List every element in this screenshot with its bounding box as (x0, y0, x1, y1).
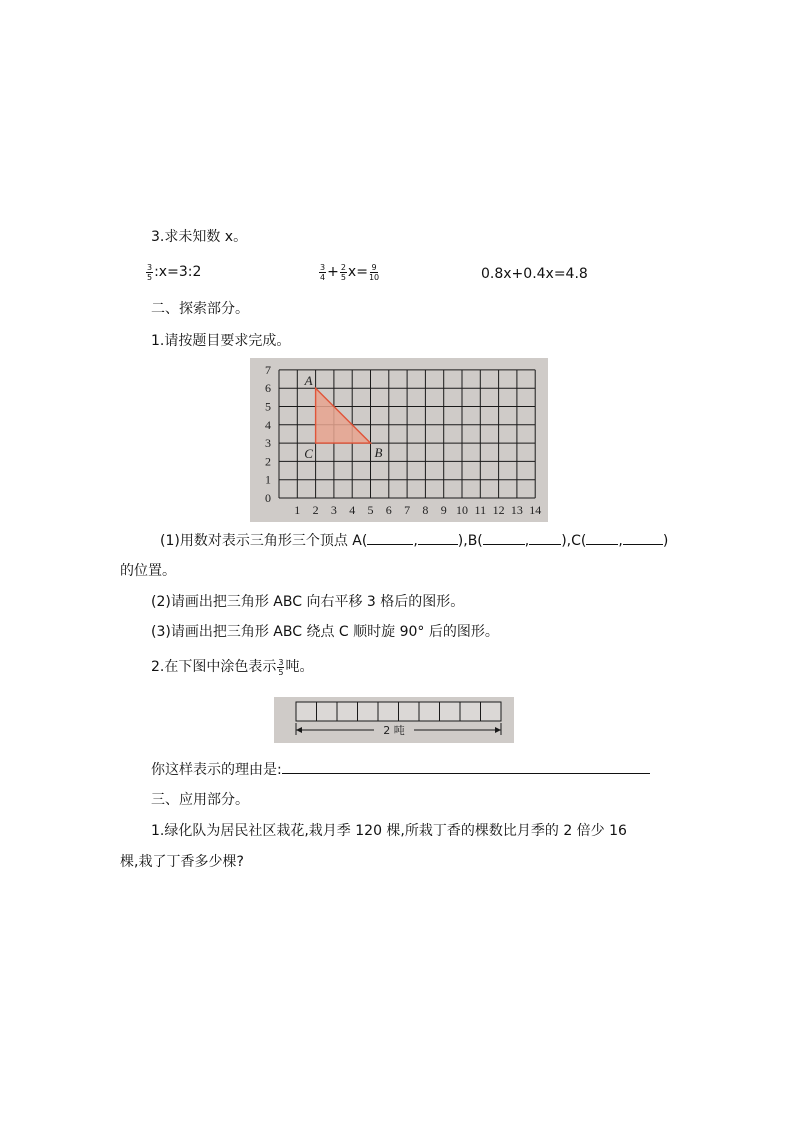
y-tick-label: 0 (265, 491, 271, 505)
triangle-abc (316, 388, 371, 443)
application-1-line1: 1.绿化队为居民社区栽花,栽月季 120 棵,所栽丁香的棵数比月季的 2 倍少 16 (151, 823, 627, 839)
equation-3: 0.8x+0.4x=4.8 (481, 266, 588, 282)
x-tick-label: 10 (456, 503, 468, 517)
sub-question-3: (3)请画出把三角形 ABC 绕点 C 顺时旋 90° 后的图形。 (151, 624, 499, 640)
x-tick-label: 4 (349, 503, 356, 517)
grid-figure (250, 358, 548, 522)
x-tick-label: 8 (422, 503, 429, 517)
answer-blank-b-x[interactable] (483, 530, 525, 545)
answer-blank-b-y[interactable] (529, 530, 561, 545)
equation-1: $\frac{3}{5}$ :x=3:2 (147, 262, 202, 282)
x-tick-label: 12 (492, 503, 505, 517)
x-tick-label: 11 (474, 503, 487, 517)
x-tick-label: 1 (294, 503, 301, 517)
section-3-title: 三、应用部分。 (151, 792, 249, 808)
bar-cell (296, 702, 317, 721)
x-tick-label: 9 (440, 503, 447, 517)
fraction: $\frac{9}{10}$ (368, 262, 380, 282)
x-tick-label: 6 (385, 503, 392, 517)
y-tick-label: 2 (265, 454, 271, 469)
sub-question-1-line2: 的位置。 (120, 563, 176, 579)
answer-blank-a-x[interactable] (367, 530, 413, 545)
bar-cell (378, 702, 399, 721)
reason-prompt: 你这样表示的理由是: (151, 759, 650, 780)
q1-prompt: 1.请按题目要求完成。 (151, 333, 291, 349)
section-2-title: 二、探索部分。 (151, 301, 249, 317)
sub-question-1: (1)用数对表示三角形三个顶点 A( , ),B( , ),C( , ) (160, 530, 668, 551)
application-1-line2: 棵,栽了丁香多少棵? (120, 854, 244, 870)
vertex-label-b: B (374, 445, 383, 461)
y-tick-label: 4 (265, 417, 271, 432)
bar-cell (481, 702, 502, 721)
q2-prompt: 2.在下图中涂色表示 $\frac{3}{5}$ 吨。 (151, 657, 314, 677)
x-tick-label: 14 (529, 503, 542, 517)
bar-cell (337, 702, 358, 721)
y-tick-label: 6 (265, 381, 271, 396)
y-tick-label: 1 (265, 472, 271, 487)
fraction: $\frac{3}{5}$ (147, 262, 153, 282)
y-tick-label: 7 (265, 362, 271, 377)
answer-blank-c-y[interactable] (623, 530, 663, 545)
x-tick-label: 3 (330, 503, 337, 517)
fraction: $\frac{3}{5}$ (278, 657, 284, 677)
bar-cell (399, 702, 420, 721)
x-tick-label: 2 (312, 503, 319, 517)
sub-question-2: (2)请画出把三角形 ABC 向右平移 3 格后的图形。 (151, 594, 465, 610)
coordinate-grid (250, 358, 548, 522)
reason-answer-line[interactable] (282, 759, 650, 774)
bar-diagram (274, 697, 514, 743)
x-tick-label: 13 (510, 503, 523, 517)
bar-cell (440, 702, 461, 721)
y-tick-label: 5 (265, 399, 271, 414)
fraction: $\frac{2}{5}$ (340, 262, 346, 282)
fraction: $\frac{3}{4}$ (320, 262, 326, 282)
x-tick-label: 5 (367, 503, 374, 517)
answer-blank-c-x[interactable] (586, 530, 618, 545)
answer-blank-a-y[interactable] (418, 530, 458, 545)
q3-title: 3.求未知数 x。 (151, 229, 248, 245)
bar-total-label: 2 吨 (383, 724, 405, 737)
vertex-label-a: A (304, 373, 313, 389)
vertex-label-c: C (304, 446, 313, 462)
x-tick-label: 7 (404, 503, 411, 517)
bar-cell (358, 702, 379, 721)
bar-cell (317, 702, 338, 721)
bar-cell (460, 702, 481, 721)
y-tick-label: 3 (265, 436, 271, 451)
bar-cell (419, 702, 440, 721)
equation-2: $\frac{3}{4}$ + $\frac{2}{5}$ x= $\frac{9}{10}$ (320, 262, 380, 282)
bar-figure (274, 697, 514, 743)
